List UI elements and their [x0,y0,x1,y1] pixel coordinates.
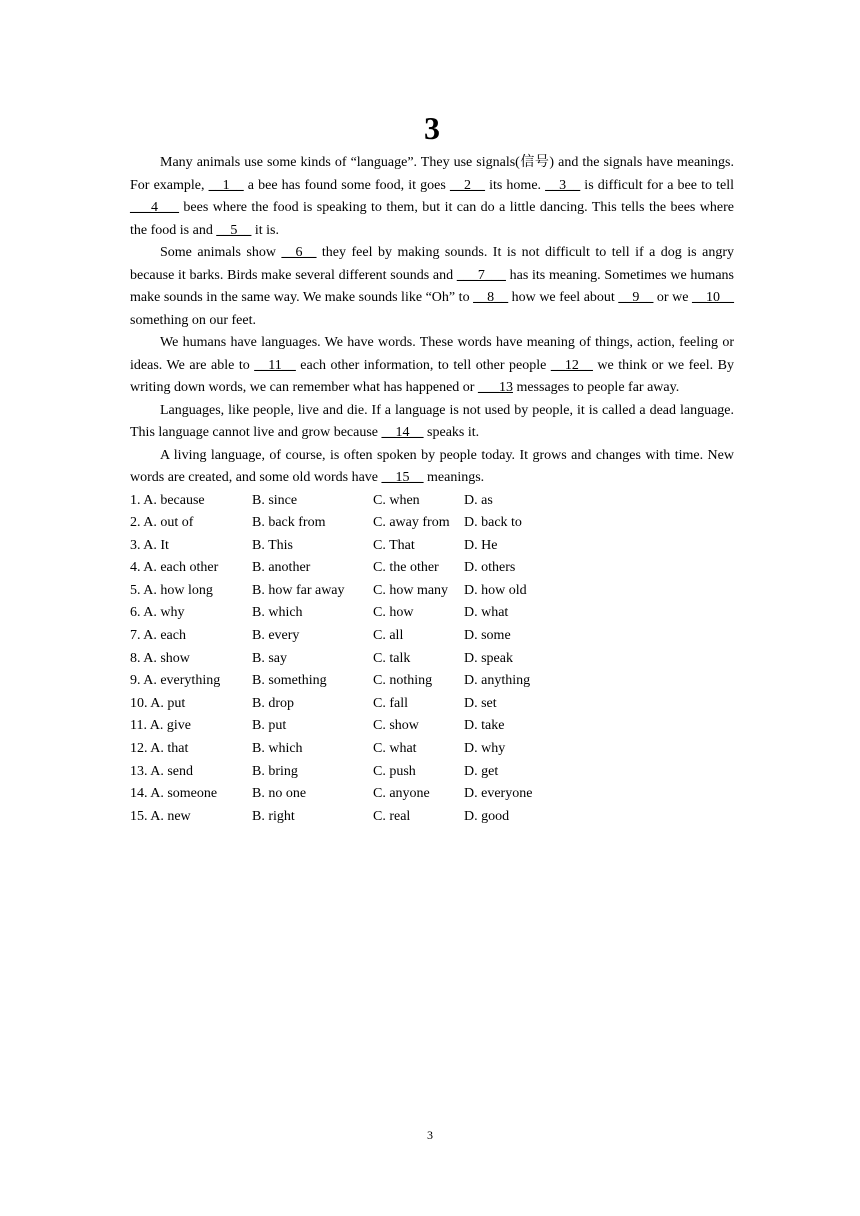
option-choice: B. right [252,808,295,824]
option-row [130,783,734,806]
option-choice: B. how far away [252,582,345,598]
option-choice: 12. A. that [130,741,189,757]
option-choice: C. the other [373,560,439,576]
option-row [130,490,734,513]
option-choice: B. which [252,605,303,621]
option-choice: D. others [464,560,516,576]
option-choice: D. everyone [464,786,533,802]
option-row [130,557,734,580]
option-choice: B. back from [252,515,326,531]
option-choice: 9. A. everything [130,673,221,689]
passage-text: Some animals show [160,245,282,260]
passage-text: it is. [251,222,279,238]
passage-text: we think or we feel. By writing down words, we can remember what has happened or [130,357,734,395]
passage-text: We humans have languages. We have words. These words have meaning of things, action, feeling or ideas. We are able to [130,335,734,373]
passage-text: they feel by making sounds. It is not difficult to tell if a dog is angry because it barks. Birds make several different sounds and [130,245,734,283]
option-choice: D. take [464,718,505,734]
option-choice: B. another [252,560,311,576]
paragraph [130,242,734,332]
passage-text: messages to people far away. [512,380,680,395]
option-choice: B. say [252,650,287,666]
option-choice: 3. A. It [130,537,169,553]
blank-number: __2__ [449,177,485,193]
option-choice: C. push [373,763,416,779]
passage-text: A living language, of course, is often spoken by people today. It grows and changes with time. New words are created, and some old words have [130,447,734,485]
option-choice: B. put [252,718,287,734]
option-choice: 5. A. how long [130,582,213,598]
option-choice: D. back to [464,515,522,531]
option-choice: 13. A. send [130,763,193,779]
option-choice: C. how [373,605,414,621]
option-choice: C. anyone [373,786,430,802]
option-choice: C. when [373,492,420,508]
blank-number: __15__ [381,470,424,485]
option-choice: B. no one [252,786,307,802]
option-choice: C. fall [373,695,408,711]
paragraph [130,332,734,400]
paragraph [130,400,734,445]
passage-text: something on our feet. [130,312,256,328]
option-row [130,670,734,693]
blank-number: __11__ [254,357,296,373]
option-choice: C. how many [373,582,449,598]
option-row [130,738,734,761]
option-choice: C. show [373,718,419,734]
option-choice: 8. A. show [130,650,190,666]
option-choice: D. anything [464,673,531,689]
blank-number: __5__ [216,222,252,238]
option-row [130,512,734,535]
option-choice: C. That [373,537,415,553]
option-choice: 4. A. each other [130,560,219,576]
option-choice: 10. A. put [130,695,186,711]
option-choice: D. as [464,492,493,508]
option-choice: D. how old [464,582,527,598]
option-choice: D. what [464,605,509,621]
option-choice: C. talk [373,650,411,666]
passage-text: has its meaning. Sometimes we humans make sounds in the same way. We make sounds like “Oh” to [130,267,734,305]
blank-number: __9__ [618,290,654,305]
option-choice: 2. A. out of [130,515,194,531]
option-choice: D. good [464,808,510,824]
blank-number: __3__ [545,177,581,193]
paragraph [130,152,734,242]
option-choice: D. why [464,741,506,757]
option-choice: 15. A. new [130,808,191,824]
blank-number: __10__ [692,290,734,305]
section-title: 3 [424,110,440,146]
page-number: 3 [427,1128,433,1142]
option-choice: D. speak [464,650,513,666]
option-row [130,806,734,829]
option-choice: C. what [373,741,417,757]
option-choice: 1. A. because [130,492,205,508]
passage-text: bees where the food is speaking to them, but it can do a little dancing. This tells the bees where the food is and [130,200,734,238]
option-choice: C. real [373,808,411,824]
passage-text: each other information, to tell other people [295,357,551,373]
option-row [130,761,734,784]
option-choice: 11. A. give [130,718,191,734]
blank-number: __8__ [473,290,509,305]
option-choice: B. This [252,537,293,553]
blank-number: __1__ [208,177,244,193]
option-choice: 6. A. why [130,605,185,621]
option-choice: B. something [252,673,327,689]
option-choice: B. every [252,628,300,644]
blank-number: __12__ [550,357,593,373]
option-choice: B. drop [252,695,294,711]
passage-text: is difficult for a bee to tell [580,177,735,193]
blank-number: ___7___ [456,267,506,283]
option-choice: 14. A. someone [130,786,218,802]
passage-text: Languages, like people, live and die. If a language is not used by people, it is called a dead language. This language cannot live and grow because [130,402,734,440]
option-row [130,602,734,625]
blank-number: __6__ [281,245,317,260]
passage-text: speaks it. [423,425,480,440]
option-row [130,648,734,671]
passage-text: how we feel about [508,290,619,305]
option-choice: C. nothing [373,673,433,689]
option-choice: D. get [464,763,499,779]
blank-number: ___13 [477,380,513,395]
passage-text: meanings. [423,470,485,485]
option-row [130,535,734,558]
passage-text: its home. [484,177,546,193]
option-row [130,625,734,648]
blank-number: ___4___ [130,200,179,215]
option-choice: B. bring [252,763,298,779]
passage-text: or we [653,290,692,305]
options-list [130,490,734,829]
document-page [130,108,734,828]
paragraph [130,445,734,490]
option-row [130,693,734,716]
blank-number: __14__ [381,425,424,440]
passage [130,152,734,490]
passage-text: Many animals use some kinds of “language”. They use signals(信号) and the signals have meanings. For example, [130,155,734,193]
passage-text: a bee has found some food, it goes [243,177,450,193]
option-choice: C. all [373,628,404,644]
option-choice: C. away from [373,515,450,531]
option-choice: B. which [252,741,303,757]
option-row [130,580,734,603]
option-choice: 7. A. each [130,628,186,644]
option-choice: D. set [464,695,497,711]
option-row [130,715,734,738]
option-choice: B. since [252,492,298,508]
option-choice: D. He [464,537,498,553]
option-choice: D. some [464,628,511,644]
